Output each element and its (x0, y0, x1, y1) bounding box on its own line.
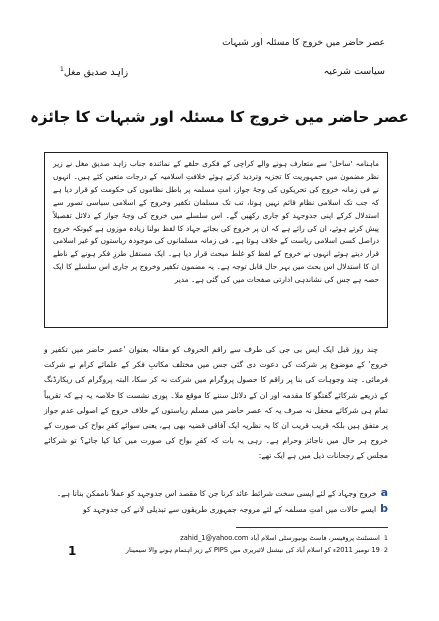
footnote-divider (236, 527, 388, 528)
editorial-abstract-box (44, 152, 388, 328)
list-item-text: خروج وجہاد کے لئے ایسی سخت شرائط عائد کرنا جن کا مقصد اس جدوجہد کو عملاً ناممکن بنانا ہے۔ (56, 489, 377, 498)
list-item (44, 502, 388, 518)
footnote-number: 1 (383, 534, 388, 542)
list-item-text: ایسے حالات میں امتِ مسلمہ کے لئے مروجہ جمہوری طریقوں سے تبدیلی لانے کی جدوجہد کو (83, 505, 377, 514)
page-number: 1 (68, 544, 77, 558)
body-paragraph: چند روز قبل ایک ایس بی جی کی طرف سے راقم الحروف کو مقالہ بعنوان 'عصر حاضر میں تکفیر و خروج' کے موضوع پر شرکت کی دعوت دی گئی جس میں مختلف مکاتبِ فکر کے علمائے کرام نے شرکت فرمائی۔ چند وجوہات کی بنا پر راقم کا حصول پروگرام میں شرکت نہ کر سکا، البتہ پروگرام کی ریکارڈنگ کے ذریعے شرکائے گفتگو کا مقدمہ اور ان کے دلائل سننے کا موقع ملا۔ پوری نشست کا خلاصہ یہ ہے کہ تقریباً تمام ہی شرکائے محفل نہ صرف یہ کہ عصر حاضر میں مسلم ریاستوں کے خلاف خروج کے اصولی عدم جواز پر متفق ہیں بلکہ قریب قریب ان کا یہ نظریہ ایک آفاقی قضیہ بھی ہے، یعنی سوائے کفرِ بواح کی صورت کے خروج ہر حال میں ناجائز وحرام ہے۔ رہی یہ بات کہ کفرِ بواح کی صورت میں کیا کیا جائے؟ تو شرکائے مجلس کے رجحانات ذیل میں ہے ایک تھے: (44, 345, 388, 461)
list-marker: b (380, 502, 388, 515)
footnote (44, 532, 388, 544)
footnote (44, 544, 388, 556)
footnote-text: اسسٹنٹ پروفیسر، فاسٹ یونیورسٹی اسلام آباد zahid_1@yahoo.com (180, 534, 380, 542)
author-byline (60, 66, 128, 78)
footnote-number: 2 (383, 546, 388, 554)
footnote-text: 19 نومبر 2011ء کو اسلام آباد کی نیشنل لائبریری میں PIPS کے زیر اہتمام ہونے والا سیمینار (125, 546, 380, 554)
trend-list (44, 486, 388, 518)
footnotes (44, 532, 388, 556)
list-item (44, 486, 388, 502)
abstract-text: ماہنامہ 'ساحل' سے متعارف ہونے والے کراچی کے فکری حلقے کے نمائندہ جناب زاہد صدیق مغل نے زیر نظر مضمون میں جمہوریت کا تجزیہ وتردید کرتے ہوئے خلافتِ اسلامیہ کے درجات متعین کئے ہیں۔ انہوں نے فی زمانہ خروج کی تحریکوں کی وجۂ جواز، امتِ مسلمہ پر باطل نظاموں کی حکومت کو قرار دیا ہے کہ جب تک اسلامی نظام قائم نہیں ہوتا، تب تک مسلمان تکفیر وخروج کے اسلامی سیاسی تصور سے استدلال کرکے اپنی جدوجہد کو جاری رکھیں گے۔ اس سلسلے میں خروج کی وجۂ جواز کے دلائل تفصیلاً پیش کرتے ہوئے، ان کی رائے ہے کہ ان پر خروج کی بجائے جہاد کا لفظ بولنا زیادہ موزوں ہے کیونکہ خروج دراصل کسی اسلامی ریاست کے خلاف ہوتا ہے۔ فی زمانہ مسلمانوں کی موجودہ ریاستوں کو غیر اسلامی قرار دیتے ہوئے انہوں نے خروج کے لفظ کو غلط مبحث قرار دیا ہے۔ ایک مستقل طرزِ فکر ہونے کے ناطے ان کا استدلال اس بحث میں بہر حال قابل توجہ ہے۔ یہ مضمون تکفیر وخروج پر جاری اس سلسلے کا ایک حصہ ہے جس کی نشاندہی ادارتی صفحات میں کی گئی ہے۔ مدیر (53, 159, 379, 285)
list-marker: a (380, 486, 388, 499)
section-label: سیاست شرعیہ (323, 66, 385, 77)
author-footnote-mark: 1 (60, 66, 64, 73)
article-title: عصر حاضر میں خروج کا مسئلہ اور شبہات کا جائزہ (30, 108, 409, 126)
author-name: زاہد صدیق مغل (63, 67, 129, 79)
article-body (44, 342, 388, 464)
running-header: عصر حاضر میں خروج کا مسئلہ اور شبہات (222, 38, 385, 48)
